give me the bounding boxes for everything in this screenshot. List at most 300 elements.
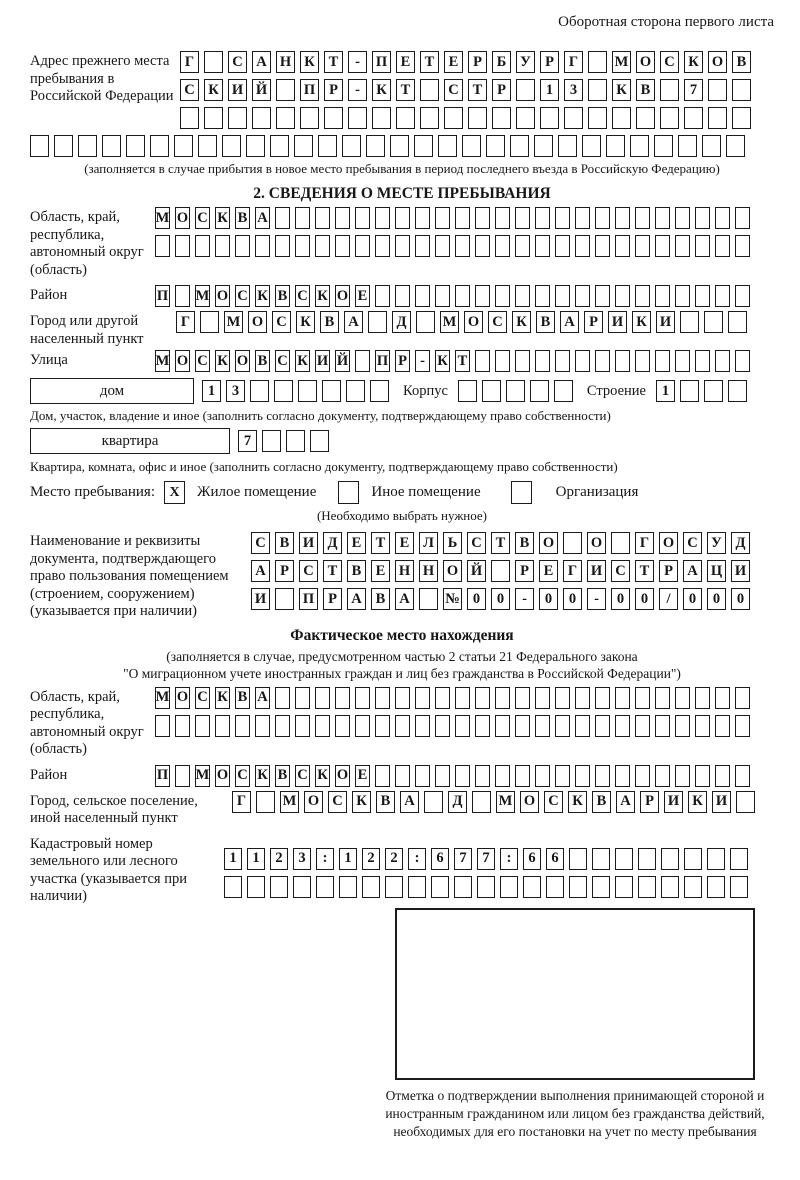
form-cell — [615, 876, 633, 898]
form-cell: С — [328, 791, 347, 813]
form-cell — [275, 235, 290, 257]
form-cell — [395, 285, 410, 307]
form-cell — [595, 350, 610, 372]
form-cell — [558, 135, 577, 157]
form-cell — [535, 285, 550, 307]
form-cell — [455, 715, 470, 737]
form-cell — [500, 876, 518, 898]
form-cell: О — [235, 350, 250, 372]
form-cell: Й — [467, 560, 486, 582]
form-cell: В — [275, 285, 290, 307]
form-cell: С — [544, 791, 563, 813]
form-cell — [174, 135, 193, 157]
form-cell — [506, 380, 525, 402]
prev-address-label: Адрес прежнего места пребывания в Российской Федерации — [30, 53, 174, 104]
checkbox-other-premises — [338, 481, 359, 504]
form-cell — [215, 235, 230, 257]
actual-region-row-1 — [155, 687, 750, 709]
form-cell — [575, 207, 590, 229]
form-cell — [516, 79, 535, 101]
form-cell: И — [315, 350, 330, 372]
form-cell — [704, 311, 723, 333]
form-cell — [246, 135, 265, 157]
form-cell — [355, 207, 370, 229]
form-cell — [495, 285, 510, 307]
form-cell: А — [347, 588, 366, 610]
form-cell: А — [255, 687, 270, 709]
form-cell: С — [295, 285, 310, 307]
form-cell: В — [235, 207, 250, 229]
form-cell — [735, 350, 750, 372]
form-cell — [175, 765, 190, 787]
form-cell: О — [539, 532, 558, 554]
form-cell: Т — [491, 532, 510, 554]
form-cell: С — [611, 560, 630, 582]
form-cell: С — [444, 79, 463, 101]
house-type-box: дом — [30, 378, 194, 404]
form-cell: Р — [659, 560, 678, 582]
form-cell — [475, 207, 490, 229]
form-cell — [555, 687, 570, 709]
form-cell: А — [683, 560, 702, 582]
apartment-caption: Квартира, комната, офис и иное (заполнить согласно документу, подтверждающему право собственности) — [30, 459, 618, 474]
form-cell: Р — [275, 560, 294, 582]
form-cell — [355, 235, 370, 257]
form-cell — [276, 107, 295, 129]
form-cell — [588, 79, 607, 101]
actual-region-cells — [155, 687, 750, 737]
stroenie-label: Строение — [586, 382, 646, 399]
form-cell — [150, 135, 169, 157]
form-cell — [372, 107, 391, 129]
form-cell: / — [659, 588, 678, 610]
district-block — [30, 285, 774, 307]
form-cell — [582, 135, 601, 157]
district-label: Район — [30, 287, 68, 303]
form-cell — [475, 687, 490, 709]
form-cell — [200, 311, 219, 333]
form-cell: 0 — [563, 588, 582, 610]
form-cell — [708, 107, 727, 129]
form-cell: С — [272, 311, 291, 333]
form-cell — [316, 876, 334, 898]
form-cell: С — [235, 765, 250, 787]
form-cell — [660, 79, 679, 101]
form-cell: П — [372, 51, 391, 73]
form-cell — [335, 235, 350, 257]
form-cell — [732, 79, 751, 101]
form-cell: К — [632, 311, 651, 333]
form-cell — [198, 135, 217, 157]
form-cell: М — [195, 765, 210, 787]
form-cell: А — [400, 791, 419, 813]
form-cell — [295, 715, 310, 737]
form-cell — [324, 107, 343, 129]
form-cell: - — [348, 51, 367, 73]
form-cell — [475, 285, 490, 307]
form-cell — [385, 876, 403, 898]
form-cell — [300, 107, 319, 129]
form-cell — [675, 350, 690, 372]
form-cell: 0 — [731, 588, 750, 610]
form-cell: П — [300, 79, 319, 101]
form-cell: Д — [731, 532, 750, 554]
form-cell — [515, 235, 530, 257]
city-row — [176, 311, 747, 333]
region-block — [30, 207, 774, 279]
form-cell — [475, 715, 490, 737]
form-cell: 7 — [477, 848, 495, 870]
form-cell — [728, 311, 747, 333]
form-cell — [615, 715, 630, 737]
form-cell: У — [707, 532, 726, 554]
form-cell — [575, 687, 590, 709]
form-cell: О — [335, 765, 350, 787]
form-cell — [270, 876, 288, 898]
form-cell: С — [195, 687, 210, 709]
form-cell — [715, 235, 730, 257]
form-cell — [175, 285, 190, 307]
form-cell — [420, 107, 439, 129]
form-cell — [635, 715, 650, 737]
form-cell — [102, 135, 121, 157]
form-cell: Д — [323, 532, 342, 554]
form-cell — [606, 135, 625, 157]
form-cell — [475, 765, 490, 787]
form-cell: К — [352, 791, 371, 813]
form-cell — [435, 235, 450, 257]
form-cell — [294, 135, 313, 157]
form-cell — [395, 765, 410, 787]
form-cell: Е — [395, 532, 414, 554]
form-cell: А — [344, 311, 363, 333]
form-cell: П — [299, 588, 318, 610]
document-row-1 — [251, 532, 750, 554]
form-cell — [678, 135, 697, 157]
form-cell — [204, 107, 223, 129]
form-cell: 2 — [362, 848, 380, 870]
form-cell — [612, 107, 631, 129]
form-cell — [534, 135, 553, 157]
form-cell — [408, 876, 426, 898]
form-cell — [535, 715, 550, 737]
form-cell: Е — [347, 532, 366, 554]
cadastral-row-1 — [224, 848, 748, 870]
form-cell: 7 — [684, 79, 703, 101]
form-cell: Г — [176, 311, 195, 333]
form-cell: Н — [395, 560, 414, 582]
form-cell: 3 — [293, 848, 311, 870]
form-cell: 0 — [611, 588, 630, 610]
form-cell: О — [335, 285, 350, 307]
street-row — [155, 350, 750, 372]
form-cell — [368, 311, 387, 333]
form-cell — [515, 687, 530, 709]
form-cell: О — [215, 285, 230, 307]
form-cell — [675, 687, 690, 709]
form-cell — [615, 350, 630, 372]
form-cell — [638, 848, 656, 870]
form-cell — [395, 715, 410, 737]
stay-type-label: Место пребывания: — [30, 484, 155, 500]
form-cell: И — [587, 560, 606, 582]
actual-region-label: Область, край, республика, автономный округ (область) — [30, 688, 144, 757]
form-cell — [420, 79, 439, 101]
form-cell: Е — [444, 51, 463, 73]
form-cell — [224, 876, 242, 898]
form-cell: В — [255, 350, 270, 372]
house-caption: Дом, участок, владение и иное (заполнить согласно документу, подтверждающему право собственности) — [30, 408, 611, 423]
settlement-block — [30, 791, 774, 828]
form-cell — [704, 380, 723, 402]
form-cell — [415, 715, 430, 737]
form-cell — [255, 235, 270, 257]
house-number-cells — [202, 380, 389, 402]
form-cell — [588, 51, 607, 73]
form-cell: В — [536, 311, 555, 333]
form-cell — [615, 848, 633, 870]
form-cell — [535, 350, 550, 372]
form-cell — [655, 235, 670, 257]
form-cell — [660, 107, 679, 129]
form-cell: О — [708, 51, 727, 73]
form-cell: В — [592, 791, 611, 813]
form-cell — [424, 791, 443, 813]
form-cell — [575, 235, 590, 257]
form-cell: М — [612, 51, 631, 73]
form-cell — [315, 207, 330, 229]
form-cell — [680, 380, 699, 402]
form-cell: 0 — [491, 588, 510, 610]
form-cell — [695, 350, 710, 372]
form-cell: К — [255, 285, 270, 307]
form-cell — [555, 765, 570, 787]
form-cell — [175, 715, 190, 737]
form-cell — [636, 107, 655, 129]
form-cell — [684, 876, 702, 898]
form-cell — [684, 107, 703, 129]
form-cell: К — [435, 350, 450, 372]
form-cell — [707, 876, 725, 898]
form-cell: С — [299, 560, 318, 582]
form-cell — [295, 687, 310, 709]
stamp-box — [395, 908, 755, 1080]
form-cell: 1 — [656, 380, 675, 402]
form-cell: 7 — [454, 848, 472, 870]
form-cell — [355, 687, 370, 709]
form-cell — [366, 135, 385, 157]
form-cell — [495, 235, 510, 257]
form-cell: К — [215, 207, 230, 229]
form-cell: - — [348, 79, 367, 101]
prev-address-cells — [180, 51, 751, 129]
form-cell — [654, 135, 673, 157]
form-cell — [735, 207, 750, 229]
form-cell — [455, 235, 470, 257]
form-cell — [595, 765, 610, 787]
form-cell — [675, 207, 690, 229]
actual-district-row — [155, 765, 750, 787]
form-cell: 7 — [238, 430, 257, 452]
checkbox-residential: X — [164, 481, 185, 504]
form-cell: И — [299, 532, 318, 554]
form-cell: С — [275, 350, 290, 372]
form-cell — [395, 235, 410, 257]
form-cell — [482, 380, 501, 402]
form-cell — [415, 207, 430, 229]
form-cell: 0 — [539, 588, 558, 610]
form-cell — [535, 207, 550, 229]
form-cell — [563, 532, 582, 554]
form-cell: К — [568, 791, 587, 813]
form-cell — [735, 687, 750, 709]
form-cell: О — [520, 791, 539, 813]
settlement-label: Город, сельское поселение, иной населенный пункт — [30, 792, 198, 826]
form-cell — [535, 687, 550, 709]
form-cell: С — [228, 51, 247, 73]
form-cell: К — [372, 79, 391, 101]
form-cell — [736, 791, 755, 813]
form-cell — [555, 207, 570, 229]
form-cell: В — [275, 765, 290, 787]
form-cell — [635, 285, 650, 307]
form-cell: Г — [563, 560, 582, 582]
form-cell: Т — [635, 560, 654, 582]
form-cell — [396, 107, 415, 129]
form-cell: У — [516, 51, 535, 73]
form-cell: 6 — [546, 848, 564, 870]
form-cell: Р — [323, 588, 342, 610]
form-cell — [395, 207, 410, 229]
stay-type-caption: (Необходимо выбрать нужное) — [316, 508, 488, 523]
form-cell — [555, 235, 570, 257]
stroenie-cells — [656, 380, 747, 402]
form-cell — [615, 235, 630, 257]
form-cell: 1 — [540, 79, 559, 101]
form-cell — [415, 235, 430, 257]
form-cell: О — [443, 560, 462, 582]
form-cell — [455, 285, 470, 307]
form-cell — [235, 715, 250, 737]
form-cell: И — [731, 560, 750, 582]
form-cell — [375, 687, 390, 709]
form-cell: Д — [448, 791, 467, 813]
form-cell — [252, 107, 271, 129]
form-cell — [516, 107, 535, 129]
form-cell: М — [280, 791, 299, 813]
form-cell — [635, 350, 650, 372]
actual-location-title: Фактическое место нахождения — [290, 626, 514, 644]
actual-location-caption-2: "О миграционном учете иностранных граждан и лиц без гражданства в Российской Федерации") — [123, 665, 681, 681]
form-cell: К — [215, 350, 230, 372]
form-cell: О — [587, 532, 606, 554]
form-cell: 1 — [202, 380, 221, 402]
form-cell: : — [408, 848, 426, 870]
document-label: Наименование и реквизиты документа, подтверждающего право пользования помещением (строением, сооружением) (указывается при наличии) — [30, 533, 229, 619]
form-cell: В — [732, 51, 751, 73]
form-cell: О — [248, 311, 267, 333]
prev-address-block — [30, 51, 774, 129]
form-cell — [675, 715, 690, 737]
prev-address-row-3 — [180, 107, 751, 129]
form-cell — [414, 135, 433, 157]
actual-region-row-2 — [155, 715, 750, 737]
document-block — [30, 531, 774, 621]
cadastral-block — [30, 834, 774, 906]
form-cell: К — [295, 350, 310, 372]
form-cell — [477, 876, 495, 898]
form-cell: Г — [564, 51, 583, 73]
form-cell: А — [255, 207, 270, 229]
form-cell: М — [195, 285, 210, 307]
form-cell — [592, 848, 610, 870]
form-cell — [346, 380, 365, 402]
form-cell: Т — [324, 51, 343, 73]
form-cell — [415, 285, 430, 307]
form-cell: О — [215, 765, 230, 787]
form-cell: Т — [420, 51, 439, 73]
document-row-3 — [251, 588, 750, 610]
form-cell — [435, 765, 450, 787]
form-cell — [454, 876, 472, 898]
form-cell — [655, 285, 670, 307]
checkbox-organization — [511, 481, 532, 504]
form-cell: 0 — [707, 588, 726, 610]
form-cell — [564, 107, 583, 129]
form-cell — [270, 135, 289, 157]
form-cell: А — [616, 791, 635, 813]
form-cell — [715, 207, 730, 229]
form-cell: Й — [335, 350, 350, 372]
form-cell — [395, 687, 410, 709]
form-cell — [30, 135, 49, 157]
form-cell: 0 — [683, 588, 702, 610]
document-cells — [251, 531, 750, 610]
form-cell — [255, 715, 270, 737]
form-cell — [175, 235, 190, 257]
form-cell — [515, 765, 530, 787]
form-cell — [495, 207, 510, 229]
form-cell: М — [155, 350, 170, 372]
form-cell — [355, 715, 370, 737]
form-cell — [315, 235, 330, 257]
form-cell: В — [347, 560, 366, 582]
form-cell: К — [255, 765, 270, 787]
form-cell — [435, 715, 450, 737]
form-cell — [375, 285, 390, 307]
page-side-note: Оборотная сторона первого листа — [558, 14, 774, 30]
form-cell — [695, 207, 710, 229]
form-cell — [615, 207, 630, 229]
form-cell — [486, 135, 505, 157]
form-cell: К — [512, 311, 531, 333]
form-cell: 0 — [635, 588, 654, 610]
form-cell — [708, 79, 727, 101]
form-cell — [155, 715, 170, 737]
form-cell: В — [275, 532, 294, 554]
form-cell — [554, 380, 573, 402]
form-cell: И — [664, 791, 683, 813]
form-cell — [431, 876, 449, 898]
form-cell: К — [300, 51, 319, 73]
form-cell — [655, 350, 670, 372]
form-cell — [415, 765, 430, 787]
korpus-label: Корпус — [403, 382, 448, 399]
option-organization-label: Организация — [555, 484, 639, 500]
form-cell — [735, 765, 750, 787]
form-cell: 3 — [564, 79, 583, 101]
form-cell: Т — [468, 79, 487, 101]
